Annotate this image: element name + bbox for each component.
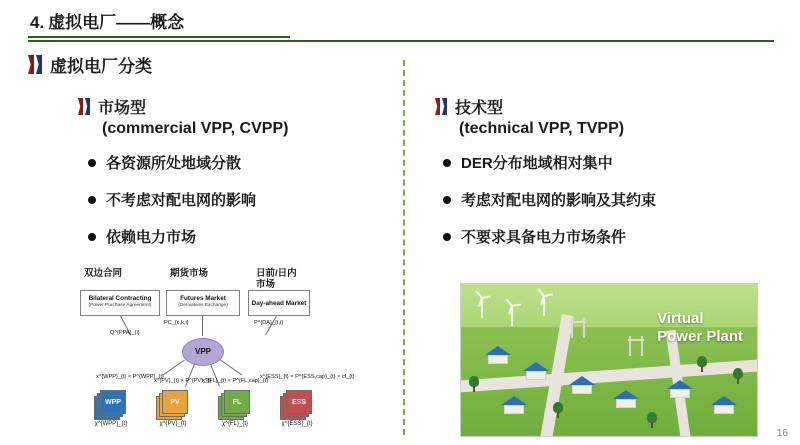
tree-icon — [647, 412, 657, 428]
image-caption — [657, 310, 743, 346]
page-title — [30, 8, 184, 33]
market-box-title: Futures Market — [180, 295, 226, 302]
bullet-dot-icon — [443, 196, 451, 204]
list-item-label: 不考虑对配电网的影响 — [106, 192, 257, 209]
list-item-label: DER分布地域相对集中 — [461, 155, 613, 172]
resource-ess — [280, 390, 314, 427]
house-icon — [613, 390, 639, 408]
resource-caption-wpp: χ^{WPP}_{t} — [94, 421, 128, 427]
section-heading — [28, 52, 152, 77]
vpp-architecture-diagram — [78, 268, 388, 438]
list-item-label: 各资源所处地域分散 — [106, 155, 242, 172]
left-column — [78, 95, 398, 263]
wind-turbine-icon — [475, 292, 489, 318]
market-box-title: Day-ahead Market — [251, 300, 307, 307]
flag-marker-icon — [28, 55, 44, 74]
list-item-label: 依赖电力市场 — [106, 229, 197, 246]
right-column-heading-label: 技术型 — [455, 100, 504, 117]
wind-turbine-icon — [505, 300, 519, 326]
tree-icon — [553, 402, 563, 418]
vpp-node: VPP — [182, 338, 224, 366]
resource-label-pv: PV — [162, 390, 188, 414]
diagram-header-bilateral: 双边合同 — [84, 268, 123, 279]
house-icon — [523, 362, 549, 380]
bullet-dot-icon — [443, 159, 451, 167]
tree-icon — [733, 368, 743, 384]
house-icon — [485, 346, 511, 364]
title-underline-thick — [28, 36, 290, 38]
right-column-bullets — [435, 152, 775, 247]
flag-marker-icon — [78, 98, 92, 115]
power-pylon-icon — [571, 318, 585, 338]
left-column-heading-label: 市场型 — [98, 100, 147, 117]
image-caption-line1: Virtual — [657, 310, 704, 327]
diagram-header-dayahead: 日前/日内市场 — [256, 268, 297, 290]
wind-turbine-icon — [537, 290, 551, 316]
bullet-dot-icon — [88, 196, 96, 204]
tree-icon — [469, 376, 479, 392]
diagram-connector — [202, 316, 203, 336]
right-column-subheading: (technical VPP, TVPP) — [459, 120, 625, 137]
resource-label-fl: FL — [224, 390, 250, 414]
list-item — [88, 152, 398, 173]
house-icon — [667, 380, 693, 398]
list-item — [88, 226, 398, 247]
left-column-bullets — [78, 152, 398, 247]
left-column-subheading: (commercial VPP, CVPP) — [102, 120, 289, 137]
resource-wpp — [94, 390, 128, 427]
flag-marker-icon — [435, 98, 449, 115]
image-caption-line2: Power Plant — [657, 328, 743, 345]
resource-caption-pv: χ^{PV}_{t} — [159, 421, 187, 427]
edge-label-pda: P^{DA}_{t,i} — [254, 320, 284, 326]
diagram-header-futures: 期货市场 — [170, 268, 209, 279]
section-heading-label: 虚拟电厂分类 — [50, 57, 152, 76]
edge-label-qppa: Q^{PPA}_{i} — [110, 330, 140, 336]
list-item — [443, 189, 775, 210]
market-box-subtitle: (Power Purchase Agreement) — [88, 303, 152, 308]
bullet-dot-icon — [88, 233, 96, 241]
house-icon — [711, 396, 737, 414]
page-number: 16 — [776, 428, 788, 439]
resource-label-ess: ESS — [286, 390, 312, 414]
left-column-heading — [78, 95, 398, 118]
list-item — [443, 152, 775, 173]
list-item — [443, 226, 775, 247]
market-box-futures — [166, 290, 240, 316]
resource-label-wpp: WPP — [100, 390, 126, 414]
tree-icon — [697, 356, 707, 372]
market-box-title: Bilateral Contracting — [88, 295, 152, 302]
list-item-label: 不要求具备电力市场条件 — [461, 229, 627, 246]
resource-caption-fl: χ^{FL}_{t} — [222, 421, 248, 427]
house-icon — [501, 396, 527, 414]
bullet-dot-icon — [88, 159, 96, 167]
title-number: 4. — [30, 13, 45, 32]
column-divider — [403, 60, 405, 435]
right-column — [435, 95, 775, 263]
power-pylon-icon — [629, 336, 643, 356]
title-underline-full — [28, 40, 774, 42]
market-box-dayahead — [248, 290, 310, 316]
diagram-connector — [220, 360, 242, 376]
market-box-subtitle: (Derivatives Exchange) — [178, 303, 228, 308]
list-item — [88, 189, 398, 210]
flow-label-wpp: x^{WPP}_{t} × P^{WPP}_{t} — [96, 374, 164, 380]
flow-label-fl: x^{FL}_{t} × P^{FL,cap}_{t} — [202, 378, 269, 384]
flow-label-pv: x^{PV}_{t} × P^{PV}_{t} — [154, 378, 212, 384]
virtual-power-plant-image — [460, 283, 758, 437]
resource-pv — [156, 390, 190, 427]
right-column-heading — [435, 95, 775, 118]
title-text: 虚拟电厂——概念 — [48, 13, 185, 32]
market-box-bilateral — [80, 290, 160, 316]
edge-label-pc: PC_{c,k,i} — [164, 320, 189, 326]
bullet-dot-icon — [443, 233, 451, 241]
resource-caption-ess: χ^{ESS}_{t} — [281, 421, 313, 427]
house-icon — [569, 376, 595, 394]
diagram-connector — [163, 360, 185, 376]
flow-label-ess: x^{ESS}_{t} × P^{ESS,cap}_{t} × cf_{t} — [260, 374, 355, 380]
resource-fl — [218, 390, 252, 427]
list-item-label: 考虑对配电网的影响及其约束 — [461, 192, 657, 209]
